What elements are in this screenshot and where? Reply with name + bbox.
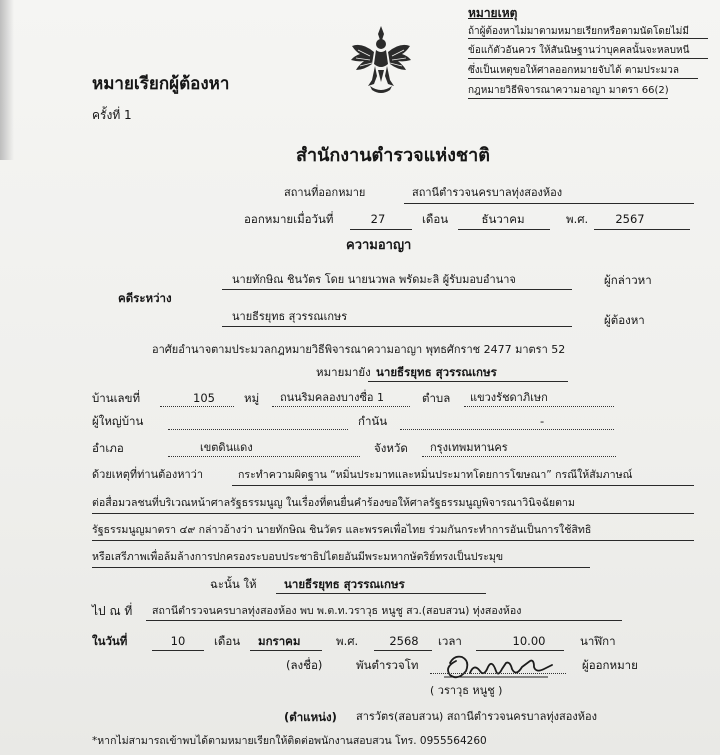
notice-rule bbox=[468, 98, 668, 99]
underline bbox=[152, 650, 204, 651]
notice-rule bbox=[468, 58, 708, 59]
signer-role: ผู้ออกหมาย bbox=[582, 658, 638, 672]
underline bbox=[146, 620, 622, 621]
recipient-name: นายธีรยุทธ สุวรรณเกษร bbox=[376, 365, 497, 379]
underline bbox=[232, 485, 694, 486]
accused-name: นายธีรยุทธ สุวรรณเกษร bbox=[232, 310, 348, 323]
position-value: สารวัตร(สอบสวน) สถานีตำรวจนครบาลทุ่งสองห้อง bbox=[356, 710, 597, 723]
signer-rank: พันตำรวจโท bbox=[356, 658, 419, 672]
subdistrict-label: ตำบล bbox=[422, 391, 451, 405]
notice-rule bbox=[468, 78, 698, 79]
underline bbox=[92, 540, 694, 541]
underline bbox=[464, 406, 614, 407]
case-between-label: คดีระหว่าง bbox=[118, 291, 172, 305]
reason-line-3: รัฐธรรมนูญมาตรา ๔๙ กล่าวอ้างว่า นายทักษิณ ชินวัตร และพรรคเพื่อไทย ร่วมกันกระทำการอันเป็นการใช้สิทธิ bbox=[92, 524, 592, 536]
summons-time-unit: นาฬิกา bbox=[580, 634, 616, 648]
garuda-emblem-icon bbox=[348, 24, 414, 98]
province-label: จังหวัด bbox=[374, 441, 408, 455]
issue-month-label: เดือน bbox=[422, 212, 449, 226]
notice-line-4: กฎหมายวิธีพิจารณาความอาญา มาตรา 66(2) bbox=[468, 85, 669, 96]
issue-month: ธันวาคม bbox=[481, 212, 525, 226]
summons-day: 10 bbox=[170, 634, 186, 648]
handwritten-signature bbox=[440, 647, 555, 683]
underline bbox=[350, 229, 412, 230]
summons-name: นายธีรยุทธ สุวรรณเกษร bbox=[284, 577, 405, 591]
kamnan-value: - bbox=[540, 414, 545, 428]
complainant-name: นายทักษิณ ชินวัตร โดย นายนวพล พรัดมะลิ ผู้รับมอบอำนาจ bbox=[232, 273, 516, 286]
underline bbox=[458, 229, 550, 230]
underline bbox=[404, 203, 694, 204]
summons-time-label: เวลา bbox=[438, 634, 462, 648]
underline bbox=[222, 326, 572, 327]
underline bbox=[374, 650, 432, 651]
notice-line-2: ข้อแก้ตัวอันควร ให้สันนิษฐานว่าบุคคลนั้นจะหลบหนี bbox=[468, 45, 690, 56]
authority-text: อาศัยอำนาจตามประมวลกฎหมายวิธีพิจารณาความอาญา พุทธศักราช 2477 มาตรา 52 bbox=[152, 343, 566, 356]
issue-day: 27 bbox=[370, 212, 386, 226]
issue-place-value: สถานีตำรวจนครบาลทุ่งสองห้อง bbox=[412, 186, 563, 199]
notice-heading: หมายเหตุ bbox=[468, 6, 518, 20]
house-no-label: บ้านเลขที่ bbox=[92, 391, 141, 405]
house-no-value: 105 bbox=[193, 391, 215, 405]
notice-line-3: ซึ่งเป็นเหตุขอให้ศาลออกหมายจับได้ ตามประมวล bbox=[468, 65, 679, 76]
summons-year-label: พ.ศ. bbox=[336, 634, 359, 648]
position-label: (ตำแหน่ง) bbox=[284, 710, 337, 724]
goto-value: สถานีตำรวจนครบาลทุ่งสองห้อง พบ พ.ต.ท.วราวุธ หนูชู สว.(สอบสวน) ทุ่งสองห้อง bbox=[152, 605, 522, 617]
summons-time: 10.00 bbox=[512, 634, 546, 648]
signer-printed-name: ( วราวุธ หนูชู ) bbox=[430, 684, 503, 697]
summons-month: มกราคม bbox=[258, 634, 301, 648]
footer-note: *หากไม่สามารถเข้าพบได้ตามหมายเรียกให้ติดต่อพนักงานสอบสวน โทร. 0955564260 bbox=[92, 735, 487, 747]
reason-line-4: หรือเสรีภาพเพื่อล้มล้างการปกครองระบอบประชาธิปไตยอันมีพระมหากษัตริย์ทรงเป็นประมุข bbox=[92, 551, 504, 563]
underline bbox=[276, 593, 486, 594]
accused-role: ผู้ต้องหา bbox=[604, 313, 645, 327]
road-value: ถนนริมคลองบางซื่อ 1 bbox=[280, 391, 385, 404]
scan-shadow bbox=[0, 0, 14, 160]
issue-year: 2567 bbox=[615, 212, 645, 226]
complainant-role: ผู้กล่าวหา bbox=[604, 273, 652, 287]
underline bbox=[222, 289, 572, 290]
agency-title: สำนักงานตำรวจแห่งชาติ bbox=[296, 145, 490, 166]
issue-place-label: สถานที่ออกหมาย bbox=[284, 186, 366, 199]
reason-line-1: กระทำความผิดฐาน “หมิ่นประมาทและหมิ่นประมาทโดยการโฆษณา” กรณีให้สัมภาษณ์ bbox=[238, 469, 633, 481]
province-value: กรุงเทพมหานคร bbox=[430, 441, 508, 454]
underline bbox=[430, 673, 566, 674]
kamnan-label: กำนัน bbox=[358, 414, 388, 428]
notice-rule bbox=[468, 38, 708, 39]
form-count: ครั้งที่ 1 bbox=[92, 108, 132, 122]
underline bbox=[160, 406, 234, 407]
underline bbox=[168, 456, 360, 457]
summons-year: 2568 bbox=[389, 634, 419, 648]
district-value: เขตดินแดง bbox=[200, 441, 253, 454]
underline bbox=[168, 429, 348, 430]
sign-label: (ลงชื่อ) bbox=[286, 658, 323, 672]
subdistrict-value: แขวงรัชดาภิเษก bbox=[470, 391, 548, 404]
recipient-label: หมายมายัง bbox=[316, 365, 371, 379]
reason-line-2: ต่อสื่อมวลชนที่บริเวณหน้าศาลรัฐธรรมนูญ ในเรื่องที่ตนยื่นคำร้องขอให้ศาลรัฐธรรมนูญพิจารณาวินิจฉัยตาม bbox=[92, 497, 575, 509]
reason-label: ด้วยเหตุที่ท่านต้องหาว่า bbox=[92, 468, 204, 481]
form-title: หมายเรียกผู้ต้องหา bbox=[92, 74, 230, 94]
issue-year-label: พ.ศ. bbox=[566, 212, 589, 226]
underline bbox=[400, 429, 614, 430]
notice-line-1: ถ้าผู้ต้องหาไม่มาตามหมายเรียกหรือตามนัดโดยไม่มี bbox=[468, 26, 689, 37]
moo-label: หมู่ bbox=[244, 391, 260, 405]
underline bbox=[594, 229, 690, 230]
underline bbox=[92, 567, 590, 568]
therefore-label: ฉะนั้น ให้ bbox=[210, 577, 257, 591]
underline bbox=[368, 381, 568, 382]
summons-date-label: ในวันที่ bbox=[92, 634, 128, 648]
issue-date-label: ออกหมายเมื่อวันที่ bbox=[244, 212, 334, 226]
district-label: อำเภอ bbox=[92, 441, 124, 455]
underline bbox=[250, 650, 322, 651]
underline bbox=[272, 406, 410, 407]
underline bbox=[422, 456, 616, 457]
summons-month-label: เดือน bbox=[214, 634, 241, 648]
village-head-label: ผู้ใหญ่บ้าน bbox=[92, 414, 144, 428]
case-type: ความอาญา bbox=[346, 238, 412, 253]
underline bbox=[92, 513, 694, 514]
goto-label: ไป ณ ที่ bbox=[92, 604, 133, 618]
